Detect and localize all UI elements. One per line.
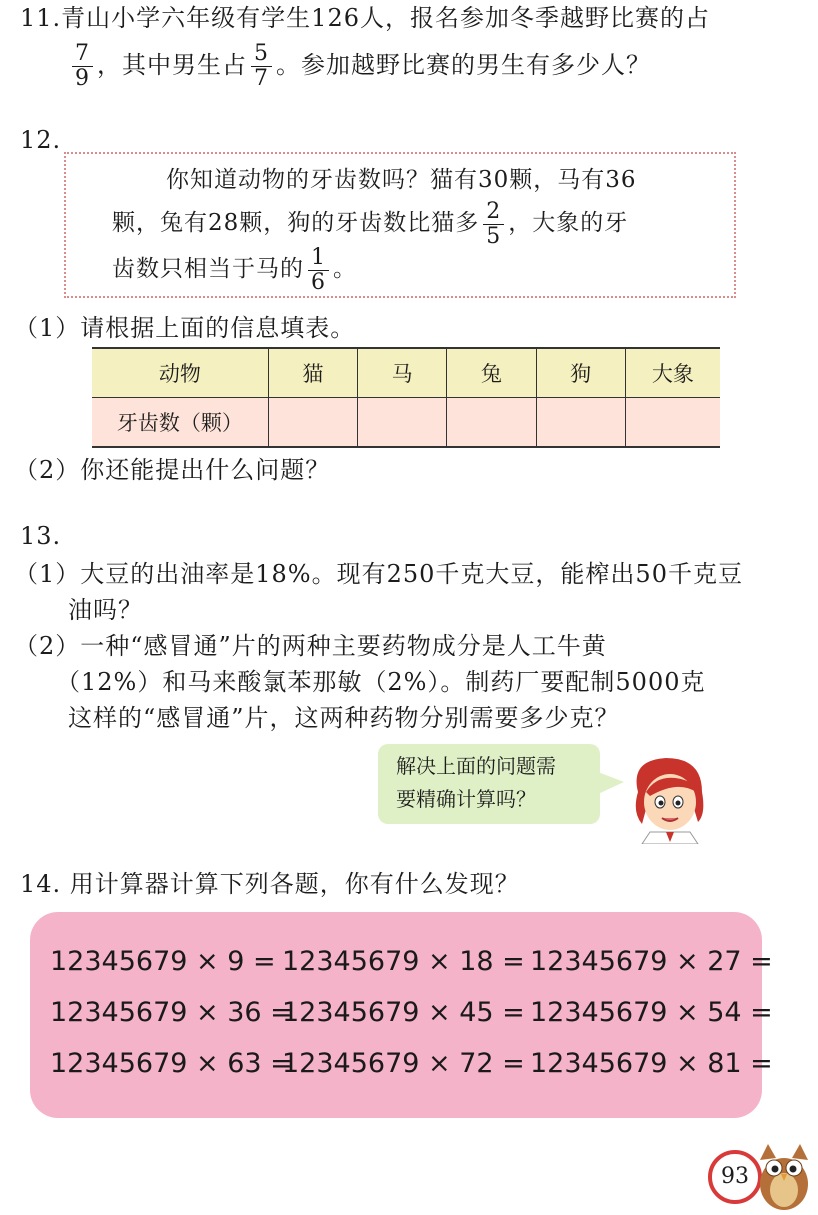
table-header-cell: 马 xyxy=(358,349,447,398)
q12-number: 12. xyxy=(20,126,62,154)
table-cell-blank[interactable] xyxy=(358,398,447,447)
calc-item: 12345679 × 54 = xyxy=(530,997,773,1028)
calc-item: 12345679 × 9 = xyxy=(50,946,276,977)
q13-p2-line1: （2）一种“感冒通”片的两种主要药物成分是人工牛黄 xyxy=(14,632,607,660)
q12-animal-table xyxy=(92,349,720,446)
table-row xyxy=(92,398,720,447)
q11-number: 11. xyxy=(20,4,62,32)
q11-text-mid: ，其中男生占 xyxy=(97,51,247,79)
table-cell-blank[interactable] xyxy=(536,398,625,447)
q12-box-line2: 颗，兔有28颗，狗的牙齿数比猫多 $\frac{2}{5}$ ，大象的牙 xyxy=(112,198,629,249)
q13-p2-line3: 这样的“感冒通”片，这两种药物分别需要多少克？ xyxy=(68,704,620,732)
calc-item: 12345679 × 45 = xyxy=(282,997,525,1028)
table-header-cell: 大象 xyxy=(625,349,720,398)
q12-fraction-1: $\frac{2}{5}$ xyxy=(483,200,504,249)
q11-text-end: 。参加越野比赛的男生有多少人？ xyxy=(276,51,651,79)
q13-p1-line1: （1）大豆的出油率是18%。现有250千克大豆，能榨出50千克豆 xyxy=(14,560,743,588)
table-header-cell: 猫 xyxy=(268,349,357,398)
q14-title: 14. 用计算器计算下列各题，你有什么发现？ xyxy=(20,870,520,898)
q11-fraction-2: $\frac{5}{7}$ xyxy=(251,42,272,91)
calc-item: 12345679 × 72 = xyxy=(282,1048,525,1079)
q12-info-box xyxy=(64,152,736,298)
q13-number: 13. xyxy=(20,522,62,550)
q12-animal-table-wrap xyxy=(92,347,720,448)
owl-mascot-icon xyxy=(752,1138,816,1212)
table-header-cell: 兔 xyxy=(447,349,536,398)
q11-line1 xyxy=(20,0,710,36)
hint-speech-bubble xyxy=(378,744,600,824)
q12-sub1: （1）请根据上面的信息填表。 xyxy=(14,314,356,342)
table-row-label: 牙齿数（颗） xyxy=(92,398,268,447)
q11-fraction-1: $\frac{7}{9}$ xyxy=(72,42,93,91)
calc-item: 12345679 × 63 = xyxy=(50,1048,293,1079)
calc-item: 12345679 × 18 = xyxy=(282,946,525,977)
table-header-cell: 狗 xyxy=(536,349,625,398)
page-number: 93 xyxy=(708,1150,762,1204)
table-cell-blank[interactable] xyxy=(625,398,720,447)
q13-p2-line2: （12%）和马来酸氯苯那敏（2%）。制药厂要配制5000克 xyxy=(56,668,706,696)
table-header-row xyxy=(92,349,720,398)
bubble-line2: 要精确计算吗？ xyxy=(396,787,536,811)
q13-p1-line2: 油吗？ xyxy=(68,596,143,624)
calc-item: 12345679 × 27 = xyxy=(530,946,773,977)
q11-line2 xyxy=(68,40,651,91)
calc-item: 12345679 × 36 = xyxy=(50,997,293,1028)
q12-sub2: （2）你还能提出什么问题？ xyxy=(14,456,331,484)
girl-illustration xyxy=(620,752,720,844)
q11-text-line1: 青山小学六年级有学生126人，报名参加冬季越野比赛的占 xyxy=(61,4,710,32)
table-cell-blank[interactable] xyxy=(268,398,357,447)
q12-fraction-2: $\frac{1}{6}$ xyxy=(308,246,329,295)
q12-box-line3: 齿数只相当于马的 $\frac{1}{6}$ 。 xyxy=(112,244,357,295)
table-cell-blank[interactable] xyxy=(447,398,536,447)
q12-box-line1: 你知道动物的牙齿数吗？猫有30颗，马有36 xyxy=(166,167,637,193)
bubble-line1: 解决上面的问题需 xyxy=(396,754,556,778)
table-header-cell: 动物 xyxy=(92,349,268,398)
q14-calc-box xyxy=(30,912,773,1118)
calc-item: 12345679 × 81 = xyxy=(530,1048,773,1079)
